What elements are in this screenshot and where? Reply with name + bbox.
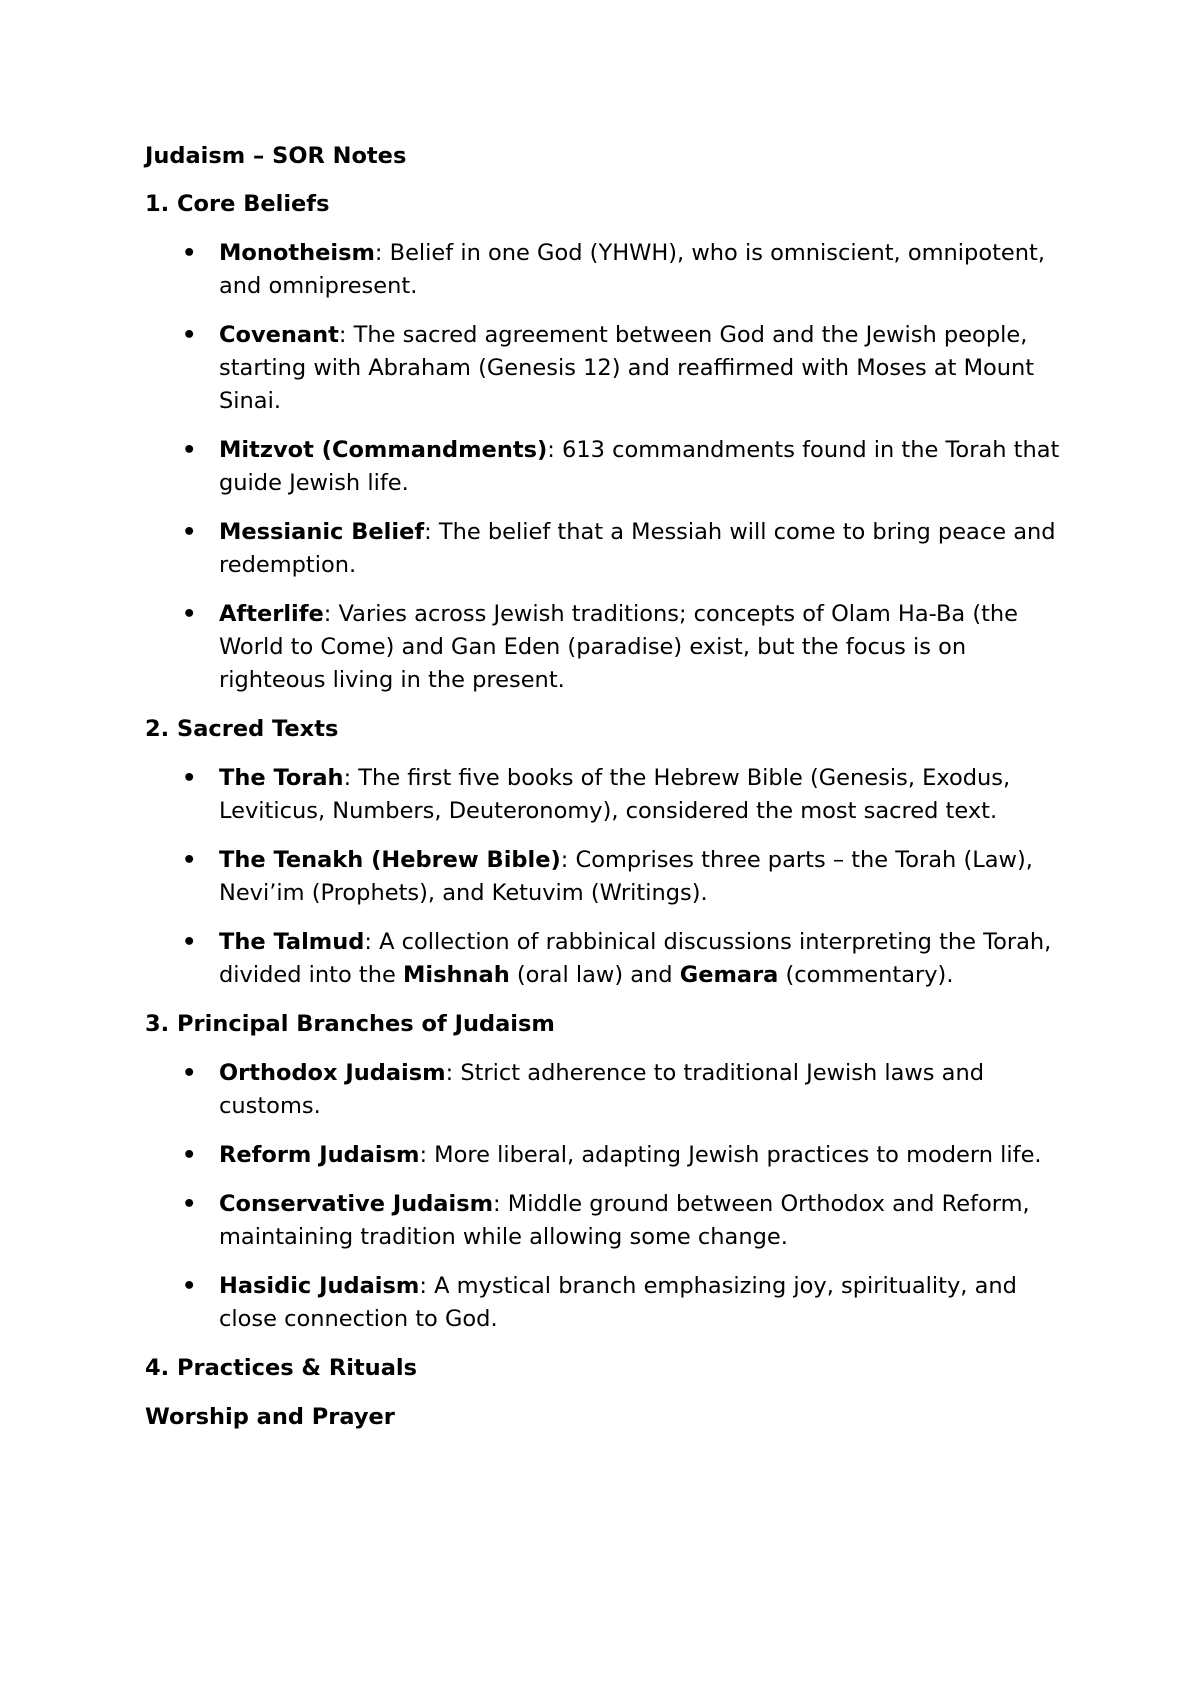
item-text: (commentary).: [778, 962, 954, 988]
item-term-mishnah: Mishnah: [403, 962, 510, 988]
bullet-icon: •: [182, 1142, 197, 1168]
item-text: : The first five books of the Hebrew Bible (Genesis, Exodus, Leviticus, Numbers, Deuteronomy), considered the most sacred text.: [219, 765, 1011, 824]
item-text: : More liberal, adapting Jewish practices to modern life.: [419, 1142, 1042, 1168]
item-text: : Varies across Jewish traditions; concepts of Olam Ha-Ba (the World to Come) and Gan Eden (paradise) exist, but the focus is on righteous living in the present.: [219, 601, 1019, 693]
bullet-icon: •: [182, 929, 197, 955]
item-text: : The sacred agreement between God and the Jewish people, starting with Abraham (Genesis 12) and reaffirmed with Moses at Mount Sinai.: [219, 322, 1035, 414]
item-term: Hasidic Judaism: [219, 1273, 420, 1299]
item-text: : 613 commandments found in the Torah that guide Jewish life.: [219, 437, 1060, 496]
list-item: [145, 926, 1065, 992]
list-item: [145, 1188, 1065, 1254]
item-term: The Tenakh (Hebrew Bible): [219, 847, 561, 873]
subheading-worship-prayer: Worship and Prayer: [145, 1404, 395, 1430]
sacred-texts-list: [145, 762, 1065, 992]
bullet-icon: •: [182, 847, 197, 873]
bullet-icon: •: [182, 322, 197, 348]
item-term: Monotheism: [219, 240, 375, 266]
item-term: Covenant: [219, 322, 339, 348]
list-item: [145, 598, 1065, 697]
bullet-icon: •: [182, 765, 197, 791]
list-item: [145, 237, 1065, 303]
section-heading-sacred-texts: 2. Sacred Texts: [145, 716, 339, 742]
item-text: : Strict adherence to traditional Jewish laws and customs.: [219, 1060, 985, 1119]
list-item: [145, 844, 1065, 910]
list-item: [145, 1139, 1065, 1172]
item-text: : Belief in one God (YHWH), who is omniscient, omnipotent, and omnipresent.: [219, 240, 1045, 299]
core-beliefs-list: [145, 237, 1065, 697]
item-term: The Torah: [219, 765, 344, 791]
item-text: (oral law) and: [509, 962, 680, 988]
item-term: Mitzvot (Commandments): [219, 437, 548, 463]
bullet-icon: •: [182, 601, 197, 627]
bullet-icon: •: [182, 1191, 197, 1217]
principal-branches-list: [145, 1057, 1065, 1336]
list-item: [145, 1270, 1065, 1336]
item-term: Orthodox Judaism: [219, 1060, 446, 1086]
item-term: Reform Judaism: [219, 1142, 420, 1168]
item-text: : Middle ground between Orthodox and Reform, maintaining tradition while allowing some change.: [219, 1191, 1030, 1250]
list-item: [145, 1057, 1065, 1123]
item-text: : Comprises three parts – the Torah (Law), Nevi’im (Prophets), and Ketuvim (Writings).: [219, 847, 1033, 906]
item-text: : The belief that a Messiah will come to bring peace and redemption.: [219, 519, 1056, 578]
item-text: : A mystical branch emphasizing joy, spirituality, and close connection to God.: [219, 1273, 1017, 1332]
list-item: [145, 516, 1065, 582]
document-body: [145, 140, 1065, 1450]
list-item: [145, 319, 1065, 418]
section-heading-practices-rituals: 4. Practices & Rituals: [145, 1355, 417, 1381]
list-item: [145, 434, 1065, 500]
section-heading-core-beliefs: 1. Core Beliefs: [145, 191, 330, 217]
item-term: Conservative Judaism: [219, 1191, 494, 1217]
item-term: The Talmud: [219, 929, 365, 955]
item-text: : A collection of rabbinical discussions interpreting the Torah, divided into the: [219, 929, 1052, 988]
bullet-icon: •: [182, 519, 197, 545]
item-term-gemara: Gemara: [679, 962, 779, 988]
item-term: Messianic Belief: [219, 519, 425, 545]
bullet-icon: •: [182, 437, 197, 463]
list-item: [145, 762, 1065, 828]
document-title: Judaism – SOR Notes: [145, 143, 407, 169]
bullet-icon: •: [182, 1273, 197, 1299]
section-heading-principal-branches: 3. Principal Branches of Judaism: [145, 1011, 555, 1037]
bullet-icon: •: [182, 240, 197, 266]
item-term: Afterlife: [219, 601, 324, 627]
bullet-icon: •: [182, 1060, 197, 1086]
